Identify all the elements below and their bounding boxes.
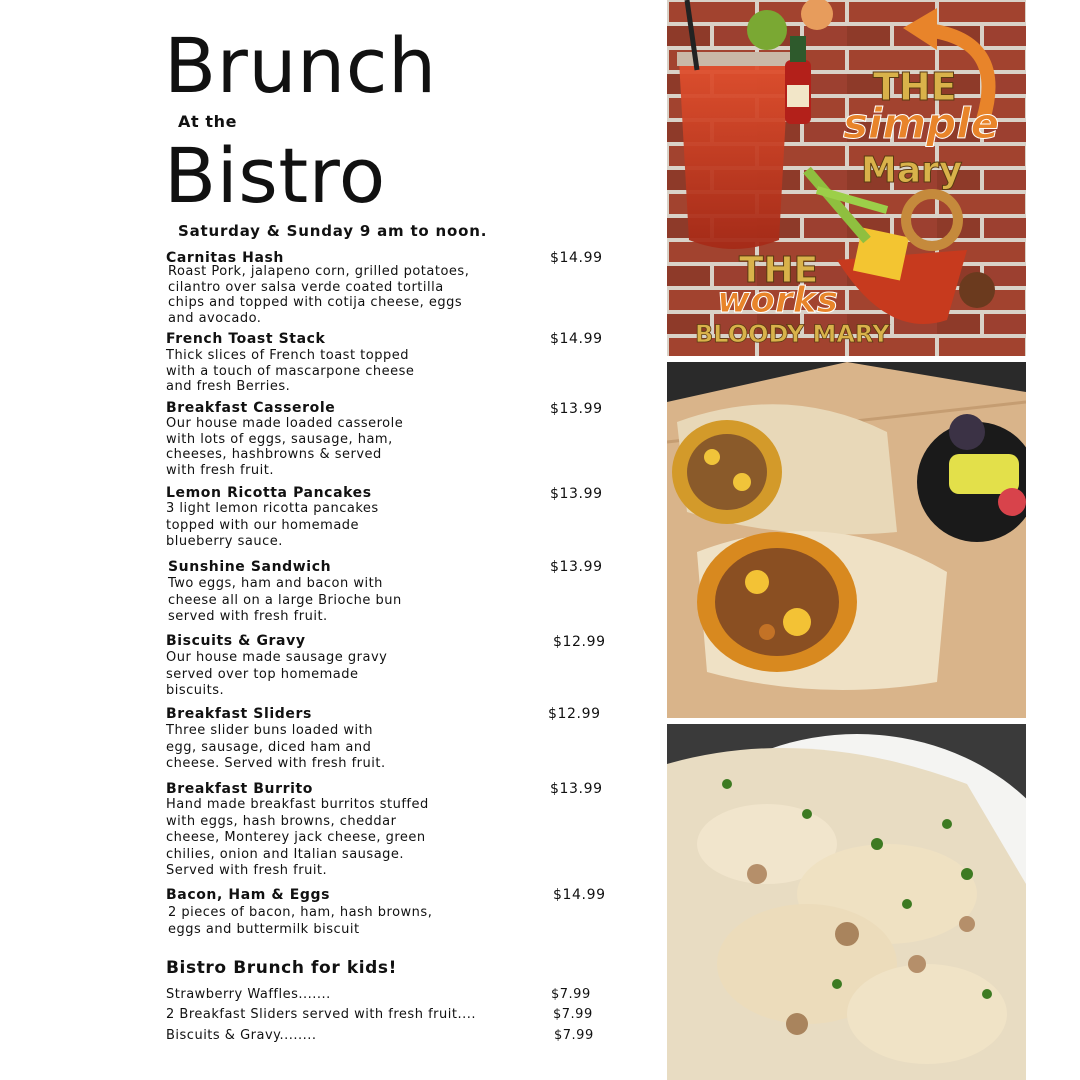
works-label: works <box>717 280 839 321</box>
kids-item-label: Strawberry Waffles....... <box>166 987 331 1002</box>
menu-item-description: 3 light lemon ricotta pancakes topped with our homemade blueberry sauce. <box>166 501 379 549</box>
menu-item-name: Carnitas Hash <box>166 250 285 266</box>
kids-item-label: 2 Breakfast Sliders served with fresh fruit.... <box>166 1007 476 1022</box>
menu-item-price: $13.99 <box>550 781 603 797</box>
kids-item-price: $7.99 <box>554 1028 594 1043</box>
menu-item-price: $14.99 <box>553 887 606 903</box>
kids-item-price: $7.99 <box>551 987 591 1002</box>
menu-item-description: Three slider buns loaded with egg, sausage, diced ham and cheese. Served with fresh fruit. <box>166 723 386 771</box>
menu-item-price: $14.99 <box>550 331 603 347</box>
kids-item-label: Biscuits & Gravy........ <box>166 1028 317 1043</box>
the-label: THE <box>873 65 957 109</box>
title-brunch: Brunch <box>164 21 437 110</box>
menu-item-name: French Toast Stack <box>166 331 326 347</box>
menu-item-name: Sunshine Sandwich <box>168 559 332 575</box>
menu-item-price: $13.99 <box>550 486 603 502</box>
menu-item-name: Breakfast Casserole <box>166 400 336 416</box>
menu-item-name: Lemon Ricotta Pancakes <box>166 485 372 501</box>
menu-item-name: Breakfast Sliders <box>166 706 312 722</box>
menu-item-name: Biscuits & Gravy <box>166 633 306 649</box>
menu-item-name: Bacon, Ham & Eggs <box>166 887 331 903</box>
burrito-photo <box>667 362 1026 718</box>
menu-item-description: Two eggs, ham and bacon with cheese all on a large Brioche bun served with fresh fruit. <box>168 576 402 624</box>
title-at-the: At the <box>178 112 238 131</box>
menu-item-description: Hand made breakfast burritos stuffed with eggs, hash browns, cheddar cheese, Monterey jack cheese, green chilies, onion and Italian sausage. Served with fresh fruit. <box>166 797 429 878</box>
menu-item-price: $13.99 <box>550 559 603 575</box>
menu-item-price: $13.99 <box>550 401 603 417</box>
menu-item-price: $12.99 <box>553 634 606 650</box>
gravy-photo <box>667 724 1026 1080</box>
menu-item-description: 2 pieces of bacon, ham, hash browns, eggs and buttermilk biscuit <box>168 905 433 937</box>
menu-item-name: Breakfast Burrito <box>166 781 314 797</box>
mary-label: Mary <box>861 150 963 191</box>
title-bistro: Bistro <box>164 131 386 220</box>
kids-section-title: Bistro Brunch for kids! <box>166 958 398 978</box>
menu-item-description: Our house made loaded casserole with lots of eggs, sausage, ham, cheeses, hashbrowns & served with fresh fruit. <box>166 416 404 478</box>
menu-item-description: Thick slices of French toast topped with a touch of mascarpone cheese and fresh Berries. <box>166 348 415 394</box>
hours-text: Saturday & Sunday 9 am to noon. <box>178 222 488 240</box>
menu-item-description: Our house made sausage gravy served over top homemade biscuits. <box>166 650 388 698</box>
simple-label: simple <box>843 99 1000 148</box>
menu-item-price: $12.99 <box>548 706 601 722</box>
menu-item-description: Roast Pork, jalapeno corn, grilled potatoes, cilantro over salsa verde coated tortilla chips and topped with cotija cheese, eggs and avocado. <box>168 264 470 326</box>
the-label-2: THE <box>739 250 819 291</box>
kids-item-price: $7.99 <box>553 1007 593 1022</box>
bloody-mary-photo <box>667 0 1026 356</box>
bloody-mary-label: BLOODY MARY <box>695 320 890 348</box>
menu-item-price: $14.99 <box>550 250 603 266</box>
